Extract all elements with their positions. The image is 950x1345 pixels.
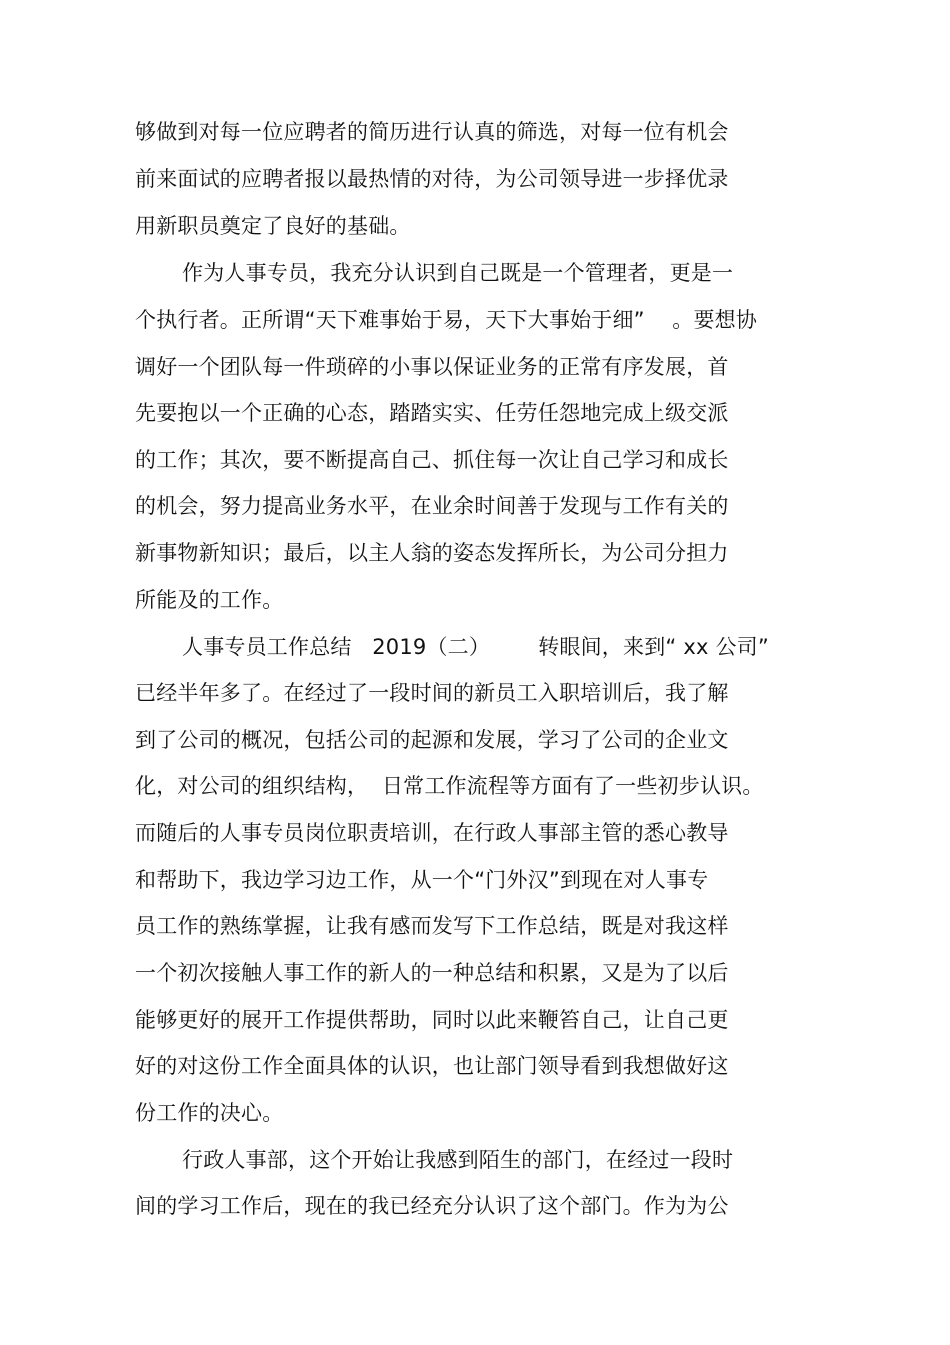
paragraph-line: 化，对公司的组织结构， 日常工作流程等方面有了一些初步认识。 <box>135 774 764 798</box>
paragraph-line: 能够更好的展开工作提供帮助，同时以此来鞭笞自己，让自己更 <box>135 1008 729 1032</box>
paragraph-line: 份工作的决心。 <box>135 1101 284 1125</box>
paragraph-line: 所能及的工作。 <box>135 588 284 612</box>
paragraph-line: 好的对这份工作全面具体的认识，也让部门领导看到我想做好这 <box>135 1054 729 1078</box>
paragraph-line: 的工作；其次，要不断提高自己、抓住每一次让自己学习和成长 <box>135 448 729 472</box>
paragraph-line: 员工作的熟练掌握，让我有感而发写下工作总结，既是对我这样 <box>135 914 729 938</box>
paragraph-line: 个执行者。正所谓“天下难事始于易，天下大事始于细” 。要想协 <box>135 308 758 332</box>
paragraph-line: 新事物新知识；最后，以主人翁的姿态发挥所长，为公司分担力 <box>135 541 729 565</box>
paragraph-line: 到了公司的概况，包括公司的起源和发展，学习了公司的企业文 <box>135 728 729 752</box>
paragraph-line: 先要抱以一个正确的心态，踏踏实实、任劳任怨地完成上级交派 <box>135 401 729 425</box>
paragraph-line: 间的学习工作后，现在的我已经充分认识了这个部门。作为为公 <box>135 1194 729 1218</box>
paragraph-line: 而随后的人事专员岗位职责培训，在行政人事部主管的悉心教导 <box>135 821 729 845</box>
paragraph-line: 调好一个团队每一件琐碎的小事以保证业务的正常有序发展，首 <box>135 355 729 379</box>
paragraph-line: 够做到对每一位应聘者的简历进行认真的筛选，对每一位有机会 <box>135 120 729 144</box>
paragraph-line: 前来面试的应聘者报以最热情的对待，为公司领导进一步择优录 <box>135 167 729 191</box>
paragraph-line: 用新职员奠定了良好的基础。 <box>135 214 411 238</box>
paragraph-line: 行政人事部，这个开始让我感到陌生的部门，在经过一段时 <box>182 1148 734 1172</box>
section-heading-line: 人事专员工作总结 2019（二） 转眼间，来到“ xx 公司” <box>182 635 769 659</box>
paragraph-line: 作为人事专员，我充分认识到自己既是一个管理者，更是一 <box>182 261 734 285</box>
paragraph-line: 的机会，努力提高业务水平，在业余时间善于发现与工作有关的 <box>135 494 729 518</box>
paragraph-line: 一个初次接触人事工作的新人的一种总结和积累，又是为了以后 <box>135 961 729 985</box>
paragraph-line: 和帮助下，我边学习边工作，从一个“门外汉”到现在对人事专 <box>135 868 709 892</box>
paragraph-line: 已经半年多了。在经过了一段时间的新员工入职培训后，我了解 <box>135 681 729 705</box>
